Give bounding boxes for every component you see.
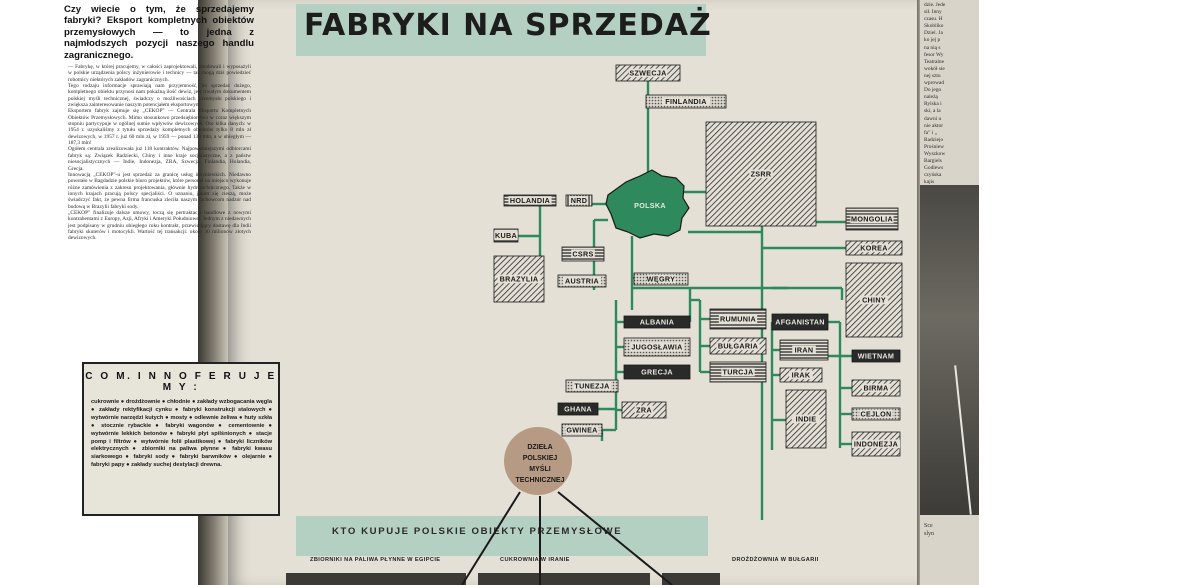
country-mongolia — [846, 208, 898, 230]
country-rumunia — [710, 309, 766, 329]
country-węgry — [634, 273, 688, 285]
country-szwecja — [616, 65, 680, 81]
emblem-line-3: MYŚLI — [529, 466, 551, 473]
country-label: TUNEZJA — [574, 381, 610, 391]
emblem-line-2: POLSKIEJ — [522, 455, 558, 462]
country-korea — [846, 241, 902, 255]
photo-caption-3: DROŻDŻOWNIA W BUŁGARII — [732, 557, 819, 563]
country-albania — [624, 316, 690, 328]
country-label: BRAZYLIA — [499, 274, 539, 284]
country-label: ZSRR — [750, 169, 772, 179]
next-page-caption: Sce slyn — [924, 523, 935, 537]
country-kuba — [494, 229, 518, 242]
country-ghana — [558, 403, 598, 415]
offer-list: cukrownie ● drożdżownie ● chłodnie ● zakłady wzbogacania węgla ● zakłady rektyfikacji cynku ● fabryki konstrukcji stalowych ● wytwórnie narzędzi kutych ● mosty ● odlewnie żeliwa ● huty szkła ● stocznie rybackie ● fabryki wagonów ● cementownie ● wytwórnie lekkich betonów ● fabryki płyt spilśnionych ● stacje pomp i filtrów ● wytwórnie folii plastikowej ● fabryki liczników elektrycznych ● zbiorniki na paliwa płynne ● fabryki kwasu siarkowego ● fabryki sody ● fabryki barwników ● olejarnie ● fabryki papy ● zakłady suchej destylacji drewna. — [91, 399, 272, 469]
emblem-line-1: DZIEŁA — [527, 444, 553, 451]
offer-title: C O M. I N N O F E R U J E M Y : — [85, 371, 277, 393]
country-afganistan — [772, 314, 828, 330]
country-label: HOLANDIA — [509, 196, 551, 206]
country-holandia — [504, 195, 556, 206]
country-label: AFGANISTAN — [775, 317, 825, 327]
country-label: WIETNAM — [857, 351, 895, 361]
next-page-text: dzie. Jede sił. Inny czasu. H Skobliko Dziel. Ja ko jej p na nią s fesor Wy Teatralne wokół sie nej sztu wprowad Do jego należą Rylska i ski, a la dawni u nie aktor fa" i „ Radziejo Prośniew Wyszkow Bargiels Godlews czyńska kajis — [924, 2, 946, 186]
country-nrd — [566, 195, 592, 206]
country-label: WĘGRY — [646, 274, 676, 284]
country-jugosławia — [624, 338, 690, 356]
country-label: NRD — [570, 196, 588, 206]
article-lead: Czy wiecie o tym, że sprzedajemy fabryki? Eksport kompletnych obiektów przemysłowych — to jedna z najmłodszych pozycji naszego handlu zagranicznego. — [64, 4, 254, 61]
country-tunezja — [566, 380, 618, 392]
country-label: KOREA — [860, 243, 888, 253]
country-cejlon — [852, 408, 900, 420]
country-label: MONGOLIA — [851, 214, 893, 224]
poland-label: POLSKA — [634, 201, 666, 210]
country-label: TURCJA — [722, 367, 754, 377]
country-label: GWINEA — [566, 425, 598, 435]
country-label: BIRMA — [863, 383, 889, 393]
country-label: GHANA — [564, 404, 592, 414]
country-label: RUMUNIA — [719, 314, 757, 324]
country-label: ALBANIA — [639, 317, 675, 327]
country-label: IRAN — [794, 345, 814, 355]
country-finlandia — [646, 95, 726, 108]
country-turcja — [710, 362, 766, 382]
headline: FABRYKI NA SPRZEDAŻ — [304, 8, 712, 43]
country-label: SZWECJA — [629, 68, 667, 78]
photo-caption-1: ZBIORNIKI NA PALIWA PŁYNNE W EGIPCIE — [310, 557, 441, 563]
country-label: INDIE — [795, 414, 817, 424]
emblem-line-4: TECHNICZNEJ — [515, 477, 565, 484]
country-label: FINLANDIA — [665, 97, 707, 107]
country-label: CEJLON — [860, 409, 892, 419]
emblem-rays — [462, 492, 672, 585]
country-label: AUSTRIA — [564, 276, 600, 286]
photo-caption-2: CUKROWNIA W IRANIE — [500, 557, 570, 563]
country-brazylia — [494, 256, 544, 302]
country-label: JUGOSŁAWIA — [631, 342, 683, 352]
country-indie — [786, 390, 826, 448]
country-irak — [780, 368, 822, 382]
country-csrs — [562, 247, 604, 261]
country-label: BUŁGARIA — [717, 341, 759, 351]
country-label: CSRS — [572, 249, 594, 259]
country-bułgaria — [710, 338, 766, 354]
country-label: INDONEZJA — [853, 439, 899, 449]
country-label: IRAK — [791, 370, 811, 380]
country-wietnam — [852, 350, 900, 362]
country-zra — [622, 402, 666, 418]
map-subtitle: KTO KUPUJE POLSKIE OBIEKTY PRZEMYSŁOWE — [332, 526, 623, 537]
country-label: GRECJA — [641, 367, 673, 377]
country-zsrr — [706, 122, 816, 226]
country-iran — [780, 340, 828, 360]
country-label: ZRA — [636, 405, 652, 415]
country-austria — [558, 275, 606, 287]
country-gwinea — [562, 424, 602, 436]
country-indonezja — [852, 432, 900, 456]
country-grecja — [624, 365, 690, 379]
country-label: CHINY — [862, 295, 886, 305]
country-birma — [852, 380, 900, 396]
emblem — [504, 427, 572, 495]
country-chiny — [846, 263, 902, 337]
article-body: — Fabrykę, w której pracujemy, w całości zaprojektowali, zbudowali i wyposażyli w polskie urządzenia polscy inżynierowie i technicy — tak mogą dziś powiedzieć robotnicy niektórych zakładów zagranicznych. Tego rodzaju informacje sprawiają nam przyjemność, bo sprzedaż dużego, kompletnego obiektu przynosi nam pokaźną ilość dewiz, jest trwałym dokumentem polskiej myśli technicznej, świadczy o możliwościach przemysłu polskiego i zwiększa zainteresowanie naszym potencjałem eksportowym. Eksportem fabryk zajmuje się „CEKOP" — Centrala Eksportu Kompletnych Obiektów Przemysłowych. Mimo stosunkowo przedsiębiorstwo w coraz większym stopniu partycypuje w ogólnej sumie wpływów dewizowych. Oto kilka danych: w 1954 r. uzyskaliśmy z tytułu sprzedaży kompletnych obiektów tylko 8 mln zł dewizowych, w 1957 r. już 60 mln zł, w 1959 — ponad 130 mln, a w ubiegłym — 187,3 mln! Ogółem centrala zrealizowała już 118 kontraktów. Najpoważniejszymi odbiorcami fabryk są: Związek Radziecki, Chiny i inne kraje socjalistyczne, a z państw niesocjalistycznych — Indie, Indonezja, ZRA, Szwecja, Finlandia, Holandia, Grecja. Innowacją „CEKOP"-u jest sprzedaż za granicę usług inżynierskich. Niedawno powstało w Bagdadzie polskie biuro projektów, które personel na miejscu wykonuje różne zamówienia z zakresu projektowania, głównie hydrotechnicznego. Także w innych krajach pracują polscy specjaliści. O uznaniu, jakim się cieszą, może świadczyć fakt, że pewna firma francuska zleciła naszym fachowcom nadzór nad budową w Brazylii fabryki sody. „CEKOP" finalizuje dalsze umowy, toczą się pertraktacje handlowe z nowymi kontrahentami z Europy, Azji, Afryki i Ameryki Południowej. Jednym z niedawnych jest podpisany w grudniu ubiegłego roku kontrakt, przewidujący dostawę dla Indii fabryki skuterów i motocykli. Wartość tej transakcji: około 30 milionów złotych dewizowych. — [68, 64, 251, 242]
country-label: KUBA — [495, 231, 517, 241]
